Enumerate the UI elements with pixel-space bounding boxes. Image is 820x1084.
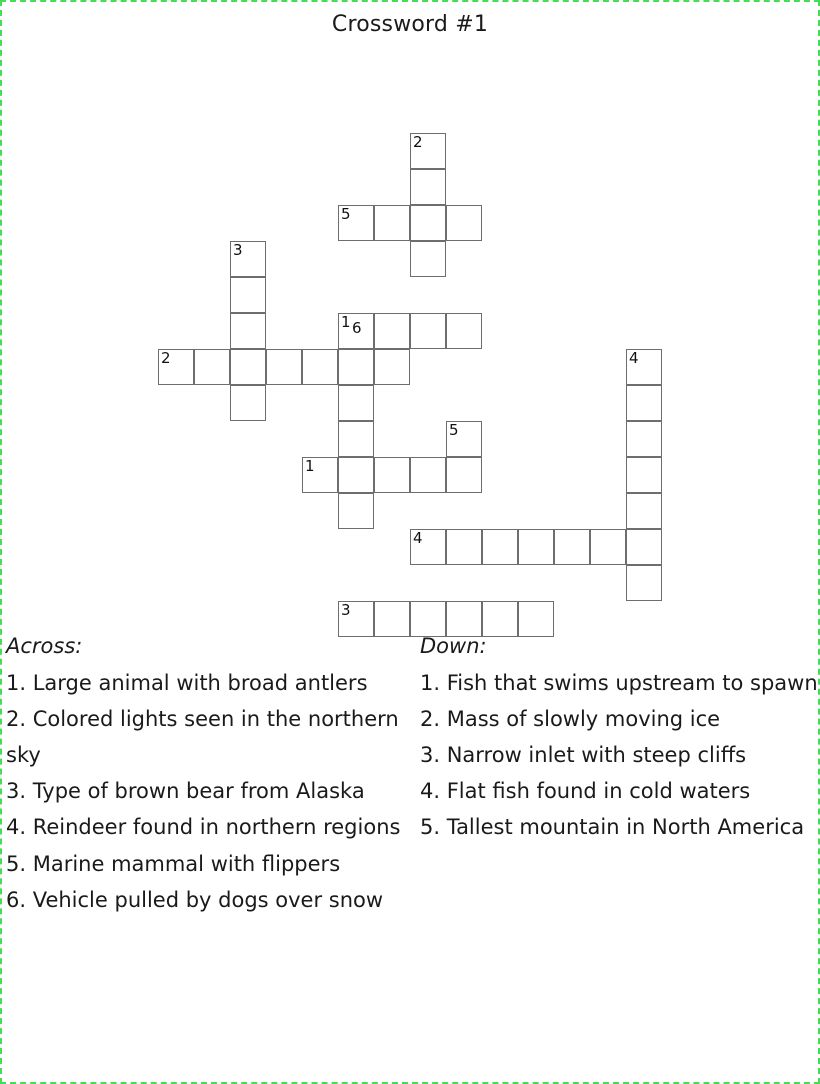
crossword-cell[interactable] bbox=[446, 421, 482, 457]
cell-number: 1 bbox=[341, 313, 351, 331]
crossword-cell[interactable] bbox=[446, 457, 482, 493]
crossword-cell[interactable] bbox=[626, 385, 662, 421]
cell-number-secondary: 6 bbox=[352, 319, 362, 337]
cell-number: 2 bbox=[161, 349, 171, 367]
crossword-cell[interactable] bbox=[338, 493, 374, 529]
clues-section bbox=[2, 634, 820, 918]
cell-number: 2 bbox=[413, 133, 423, 151]
crossword-cell[interactable] bbox=[626, 493, 662, 529]
across-clue: 2. Colored lights seen in the northern sky bbox=[6, 707, 399, 768]
cell-number: 4 bbox=[413, 529, 423, 547]
across-column bbox=[2, 634, 420, 918]
crossword-cell[interactable] bbox=[374, 313, 410, 349]
crossword-cell[interactable] bbox=[518, 601, 554, 637]
crossword-cell[interactable] bbox=[626, 421, 662, 457]
crossword-cell[interactable] bbox=[374, 349, 410, 385]
crossword-cell[interactable] bbox=[266, 349, 302, 385]
crossword-cell[interactable] bbox=[338, 313, 374, 349]
down-column bbox=[420, 634, 820, 918]
crossword-cell[interactable] bbox=[374, 457, 410, 493]
cell-number: 4 bbox=[629, 349, 639, 367]
crossword-cell[interactable] bbox=[410, 169, 446, 205]
crossword-cell[interactable] bbox=[482, 601, 518, 637]
crossword-cell[interactable] bbox=[410, 313, 446, 349]
crossword-cell[interactable] bbox=[410, 457, 446, 493]
crossword-grid[interactable] bbox=[2, 37, 820, 622]
crossword-cell[interactable] bbox=[626, 529, 662, 565]
crossword-cell[interactable] bbox=[302, 349, 338, 385]
crossword-cell[interactable] bbox=[410, 601, 446, 637]
cell-number: 1 bbox=[305, 457, 315, 475]
crossword-cell[interactable] bbox=[626, 565, 662, 601]
crossword-cell[interactable] bbox=[446, 205, 482, 241]
crossword-cell[interactable] bbox=[338, 349, 374, 385]
down-clue: 1. Fish that swims upstream to spawn bbox=[420, 671, 818, 695]
crossword-cell[interactable] bbox=[410, 241, 446, 277]
crossword-cell[interactable] bbox=[230, 241, 266, 277]
crossword-cell[interactable] bbox=[518, 529, 554, 565]
crossword-cell[interactable] bbox=[446, 601, 482, 637]
crossword-cell[interactable] bbox=[338, 601, 374, 637]
down-clue: 5. Tallest mountain in North America bbox=[420, 815, 805, 840]
crossword-cell[interactable] bbox=[590, 529, 626, 565]
crossword-cell[interactable] bbox=[374, 205, 410, 241]
cell-number: 3 bbox=[233, 241, 243, 259]
crossword-cell[interactable] bbox=[230, 385, 266, 421]
crossword-cell[interactable] bbox=[554, 529, 590, 565]
crossword-cell[interactable] bbox=[374, 601, 410, 637]
cell-number: 3 bbox=[341, 601, 351, 619]
cell-number: 5 bbox=[341, 205, 351, 223]
crossword-cell[interactable] bbox=[302, 457, 338, 493]
crossword-cell[interactable] bbox=[410, 205, 446, 241]
crossword-cell[interactable] bbox=[626, 349, 662, 385]
down-clue: 2. Mass of slowly moving ice bbox=[420, 707, 721, 732]
down-clue: 4. Flat fish found in cold waters bbox=[420, 779, 751, 804]
crossword-cell[interactable] bbox=[230, 313, 266, 349]
down-heading: Down: bbox=[420, 634, 487, 658]
across-clue: 3. Type of brown bear from Alaska bbox=[6, 779, 365, 804]
across-heading: Across: bbox=[6, 634, 83, 658]
cell-number: 5 bbox=[449, 421, 459, 439]
crossword-cell[interactable] bbox=[158, 349, 194, 385]
down-clue: 3. Narrow inlet with steep cliffs bbox=[420, 743, 747, 768]
crossword-cell[interactable] bbox=[482, 529, 518, 565]
crossword-cell[interactable] bbox=[338, 385, 374, 421]
across-clue: 1. Large animal with broad antlers bbox=[6, 671, 368, 695]
crossword-cell[interactable] bbox=[230, 349, 266, 385]
crossword-cell[interactable] bbox=[410, 133, 446, 169]
crossword-cell[interactable] bbox=[338, 205, 374, 241]
crossword-cell[interactable] bbox=[626, 457, 662, 493]
crossword-cell[interactable] bbox=[446, 313, 482, 349]
page-title: Crossword #1 bbox=[331, 12, 489, 37]
crossword-cell[interactable] bbox=[230, 277, 266, 313]
crossword-cell[interactable] bbox=[338, 457, 374, 493]
crossword-cell[interactable] bbox=[338, 421, 374, 457]
crossword-cell[interactable] bbox=[410, 529, 446, 565]
across-clue: 5. Marine mammal with flippers bbox=[6, 851, 341, 876]
across-clue: 6. Vehicle pulled by dogs over snow bbox=[6, 887, 384, 912]
crossword-cell[interactable] bbox=[194, 349, 230, 385]
across-clue: 4. Reindeer found in northern regions bbox=[6, 815, 401, 840]
crossword-cell[interactable] bbox=[446, 529, 482, 565]
